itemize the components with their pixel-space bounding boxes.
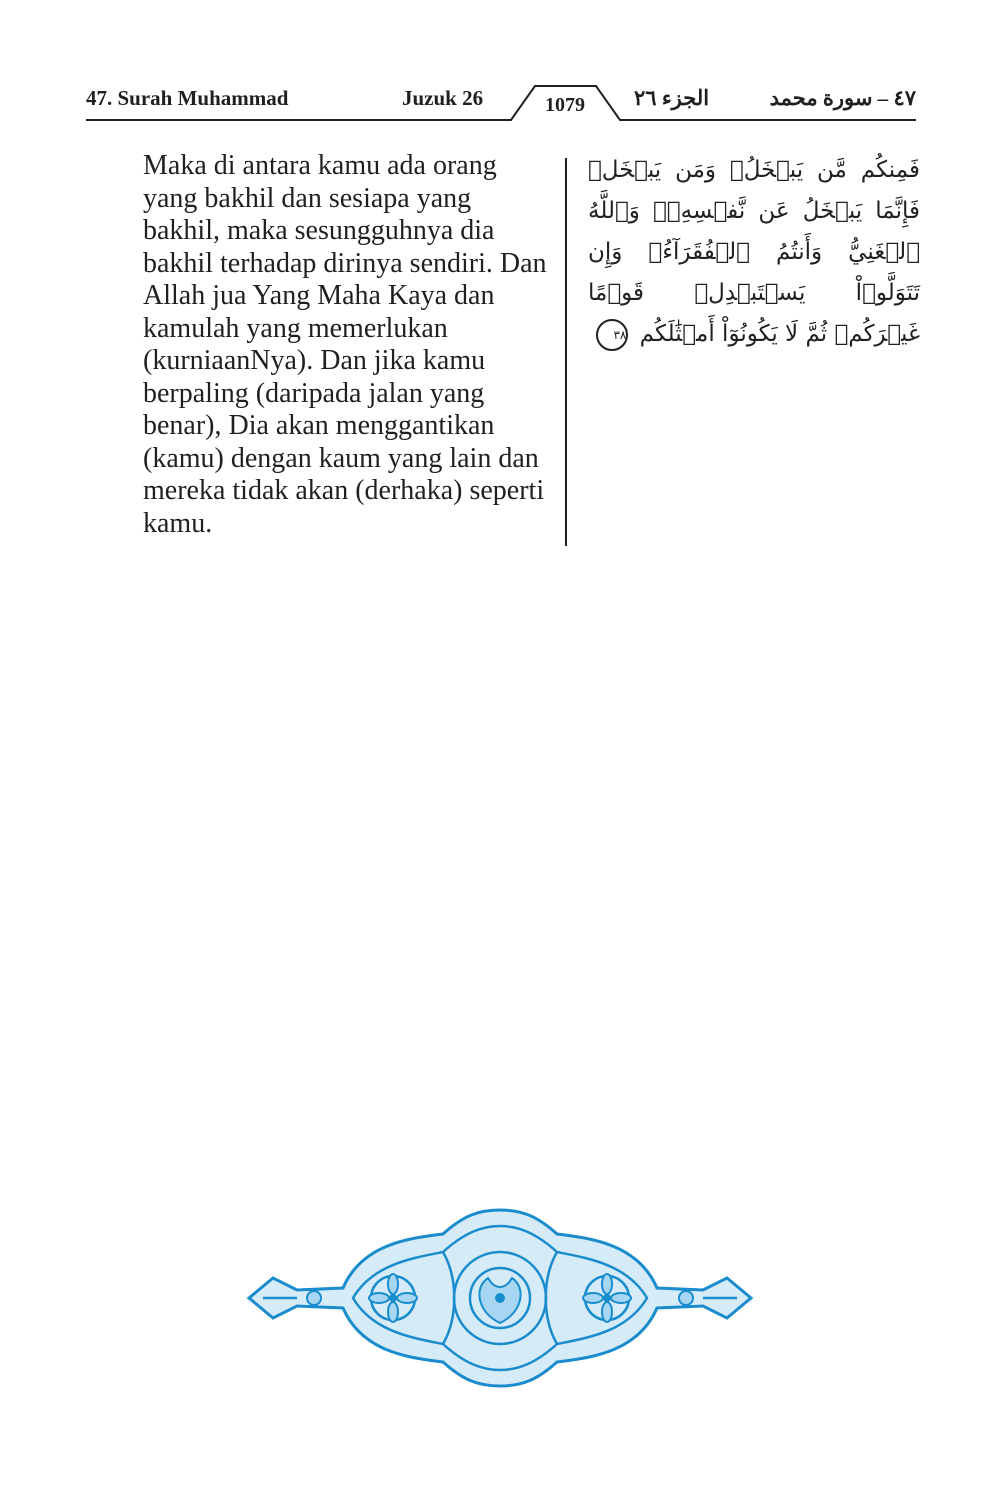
column-divider bbox=[565, 158, 567, 546]
arabic-verse-text: فَمِنكُم مَّن يَبۡخَلُۖ وَمَن يَبۡخَلۡ فَإِنَّمَا يَبۡخَلُ عَن نَّفۡسِهِۦۚ وَٱللَّهُ ٱلۡغَنِيُّ وَأَنتُمُ ٱلۡفُقَرَآءُۚ وَإِن تَتَوَلَّوۡاْ يَسۡتَبۡدِلۡ قَوۡمًا غَيۡرَكُمۡ ثُمَّ لَا يَكُونُوٓاْ أَمۡثَٰلَكُم bbox=[588, 157, 920, 347]
surah-title: 47. Surah Muhammad bbox=[86, 86, 289, 110]
floral-arabesque-ornament-icon bbox=[243, 1208, 757, 1388]
juz-arabic: الجزء ٢٦ bbox=[634, 86, 710, 110]
juzuk-label: Juzuk 26 bbox=[402, 86, 484, 110]
ayah-number-marker: ٣٨ bbox=[596, 319, 628, 351]
page-number: 1079 bbox=[545, 94, 585, 116]
arabic-verse bbox=[588, 150, 920, 355]
surah-title-arabic: ٤٧ – سورة محمد bbox=[769, 86, 916, 110]
page-header bbox=[86, 84, 916, 124]
translation-text: Maka di antara kamu ada orang yang bakhil dan sesiapa yang bakhil, maka sesungguhnya dia bakhil terhadap dirinya sendiri. Dan Allah jua Yang Maha Kaya dan kamulah yang memerlukan (kurniaanNya). Dan jika kamu berpaling (daripada jalan yang benar), Dia akan menggantikan (kamu) dengan kaum yang lain dan mereka tidak akan (derhaka) seperti kamu. bbox=[143, 150, 547, 539]
